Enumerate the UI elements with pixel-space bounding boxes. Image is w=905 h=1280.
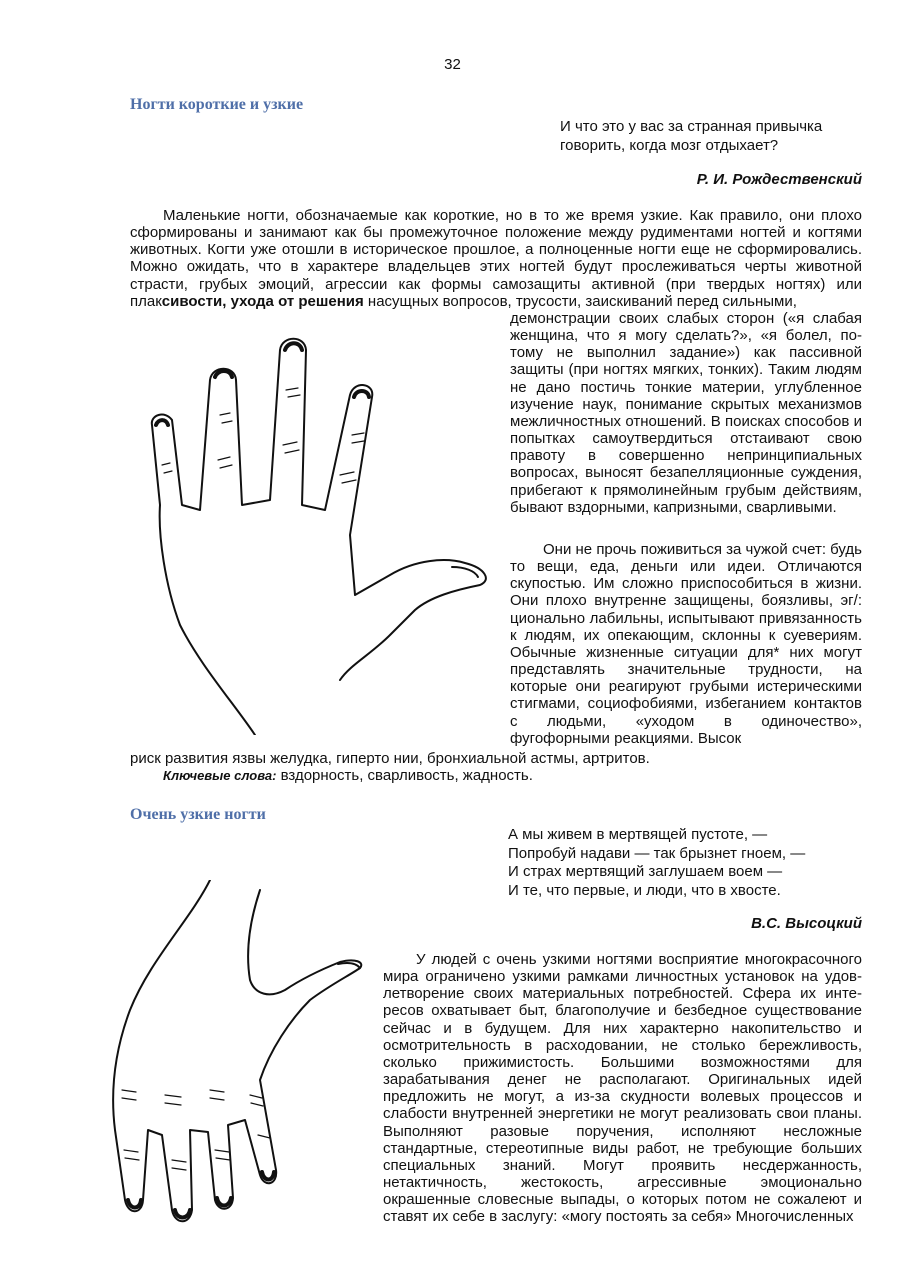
paragraph-text: У людей с очень узкими ногтями восприятие многокрасочного мира ограничено узкими рамками личностных установок на удов-летворение своих материальных потребностей. Сфера их инте-ресов охватывает быт, благополучие и безбедное существование сейчас и в будущем. Для них характерно накопительство и осмотрительность в расходовании, не столько бережливость, сколько прижимистость. Большими возможностями для зарабатывания денег не располагают. Оригинальных идей предложить не могут, а из-за скудности волевых процессов и слабости внутренней энергетики не могут реализовать свои планы. Выполняют разовые поручения, исполняют несложные стандартные, стереотипные виды работ, не требующие больших специальных знаний. Могут проявить несдержанность, нетактичность, жестокость, агрессивные эмоционально окрашенные словесные выпады, о которых потом не сожалеют и ставят их себе в заслугу: «могу постоять за себя» Многочисленных	[383, 951, 862, 1226]
epigraph-line: И страх мертвящий заглушаем воем —	[508, 863, 783, 880]
nail	[285, 343, 302, 350]
nail	[156, 420, 168, 425]
paragraph-part: насущных вопросов, трусости, заискиваний перед сильными,	[363, 292, 797, 310]
epigraph-author-1: Р. И. Рождественский	[696, 171, 862, 188]
paragraph-text: риск развития язвы желудка, гиперто нии, бронхиальной астмы, артритов.	[130, 750, 650, 767]
epigraph-1	[560, 118, 865, 155]
epigraph-2	[508, 826, 838, 900]
paragraph-text: демонстрации своих слабых сторон («я слабая женщина, что я могу сделать?», «я болел, по-тому не выполнил задание») как пассивной защиты (при ногтях мягких, тонких). Таким людям не дано постичь тонкие материи, углубленное изучение наук, понимание скрытых механизмов межличностных отношений. В поисках способов и попытках самоутвердиться отстаивают свою правоту в совершенно непринципиальных вопросах, выносят безапелляционные суждения, прибегают к прямолинейным грубым действиям, бывают вздорными, капризными, сварливыми.	[510, 310, 862, 516]
paragraph-wrap-2	[510, 541, 862, 747]
nail	[354, 391, 369, 397]
paragraph-text: Они не прочь поживиться за чужой счет: будь то вещи, еда, деньги или идеи. Отличаются скупостью. Им сложно приспособиться в жизни. Они плохо внутренне защищены, боязливы, эг/: ционально лабильны, испытывают привязанность к людям, их опекающим, склонны к суевериям. Обычные жизненные ситуации для* них могут представлять значительные трудности, на которые они реагируют грубыми истерическими стигмами, социофобиями, избеганием контактов с людьми, «уходом в одиночество», фугофорными реакциями. Высок	[510, 541, 862, 747]
keywords-label: Ключевые слова:	[163, 768, 277, 784]
paragraph-part: Маленькие ногти, обозначаемые как короткие, но в то же время узкие. Как правило, они плохо сформированы и занимают как бы промежуточное положение между рудиментами ногтей и когтями животных. Когти уже отошли в историческое прошлое, а полноценные ногти еще не сформировались. Можно ожидать, что в характере владельцев этих ногтей будут прослеживаться черты животной страсти, грубых эмоций, агрессии как формы самозащиты активной (при твердых ногтях) или плак	[130, 207, 862, 310]
knuckle-crease	[162, 463, 172, 473]
hand-short-narrow-nails-illustration	[140, 335, 500, 735]
epigraph-line: И что это у вас за странная привычка	[560, 118, 823, 135]
nail	[262, 1172, 274, 1180]
keywords-text: вздорность, сварливость, жадность.	[276, 767, 533, 785]
knuckle-crease	[122, 1090, 139, 1160]
thumb-nail	[452, 567, 478, 577]
paragraph-intro	[130, 207, 862, 310]
nail	[217, 1198, 231, 1206]
hand-very-narrow-nails-illustration	[110, 880, 370, 1230]
thumb-nail	[338, 963, 360, 968]
epigraph-line: И те, что первые, и люди, что в хвосте.	[508, 881, 781, 899]
paragraph-very-narrow	[383, 951, 862, 1226]
hand-outline	[113, 880, 361, 1221]
knuckle-crease	[283, 388, 300, 453]
nail	[175, 1210, 190, 1218]
paragraph-wrap-1	[510, 310, 862, 516]
section-heading-very-narrow-nails: Очень узкие ногти	[130, 806, 266, 823]
epigraph-line: говорить, когда мозг отдыхает?	[560, 136, 779, 154]
paragraph-end	[130, 750, 862, 784]
epigraph-author-2: В.С. Высоцкий	[751, 915, 862, 932]
page-number: 32	[444, 56, 461, 73]
paragraph-text	[130, 207, 862, 310]
knuckle-crease	[165, 1095, 186, 1170]
nail	[128, 1200, 141, 1208]
epigraph-line: А мы живем в мертвящей пустоте, —	[508, 826, 768, 843]
epigraph-line: Попробуй надави — так брызнет гноем, —	[508, 844, 806, 862]
bold-phrase: сивости, ухода от решения	[161, 292, 364, 310]
keywords-line	[130, 767, 862, 784]
section-heading-short-narrow-nails: Ногти короткие и узкие	[130, 96, 304, 113]
nail	[215, 371, 232, 377]
knuckle-crease	[218, 413, 232, 468]
hand-outline	[152, 339, 486, 735]
